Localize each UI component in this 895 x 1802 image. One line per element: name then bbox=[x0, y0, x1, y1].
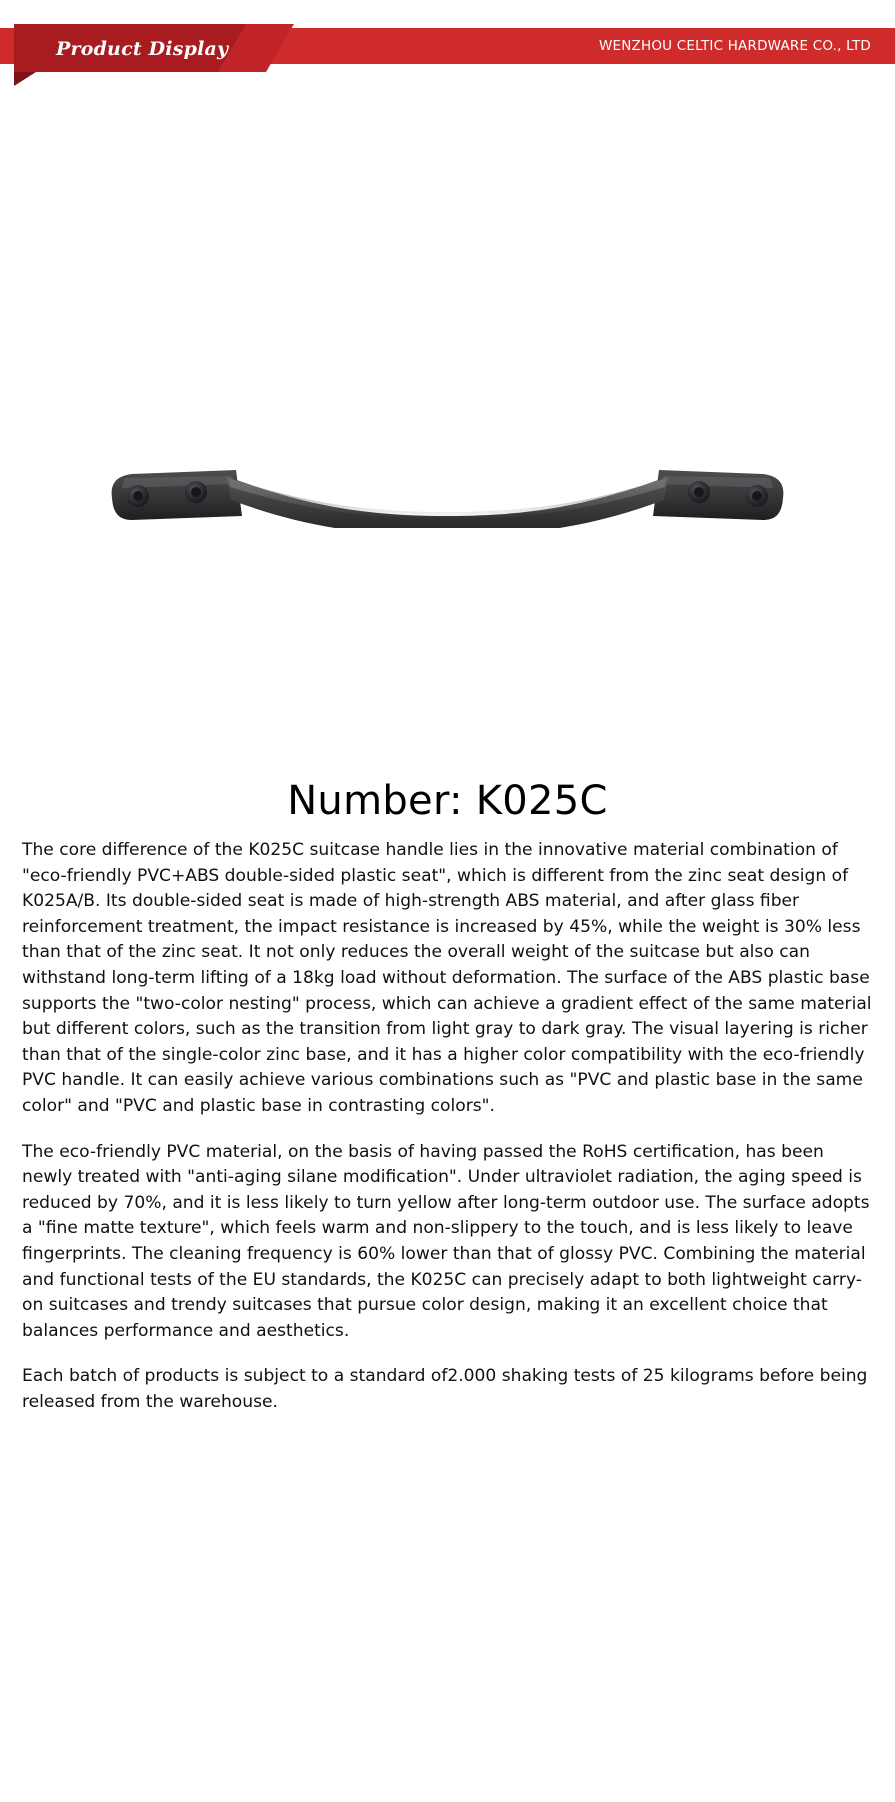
page-header bbox=[0, 0, 895, 88]
description-paragraph-2: The eco-friendly PVC material, on the basis of having passed the RoHS certification, has been newly treated with "anti-aging silane modification". Under ultraviolet radiation, the aging speed is reduced by 70%, and it is less likely to turn yellow after long-term outdoor use. The surface adopts a "fine matte texture", which feels warm and non-slippery to the touch, and is less likely to leave fingerprints. The cleaning frequency is 60% lower than that of glossy PVC. Combining the material and functional tests of the EU standards, the K025C can precisely adapt to both lightweight carry-on suitcases and trendy suitcases that pursue color design, making it an excellent choice that balances performance and aesthetics. bbox=[22, 1141, 870, 1341]
description-paragraph-1: The core difference of the K025C suitcase handle lies in the innovative material combination of "eco-friendly PVC+ABS double-sided plastic seat", which is different from the zinc seat design of K025A/B. Its double-sided seat is made of high-strength ABS material, and after glass fiber reinforcement treatment, the impact resistance is increased by 45%, while the weight is 30% less than that of the zinc seat. It not only reduces the overall weight of the suitcase but also can withstand long-term lifting of a 18kg load without deformation. The surface of the ABS plastic base supports the "two-color nesting" process, which can achieve a gradient effect of the same material but different colors, such as the transition from light gray to dark gray. The visual layering is richer than that of the single-color zinc base, and it has a higher color compatibility with the eco-friendly PVC handle. It can easily achieve various combinations such as "PVC and plastic base in the same color" and "PVC and plastic base in contrasting colors". bbox=[22, 840, 872, 1116]
header-company-name: WENZHOU CELTIC HARDWARE CO., LTD bbox=[598, 38, 871, 54]
header-banner-title: Product Display bbox=[56, 38, 229, 60]
product-description-section bbox=[0, 778, 895, 1445]
product-image-area bbox=[0, 88, 895, 778]
header-ribbon-tail-shape bbox=[14, 72, 36, 86]
suitcase-handle-image bbox=[0, 388, 895, 528]
description-paragraph-3: Each batch of products is subject to a standard of2.000 shaking tests of 25 kilograms before being released from the warehouse. bbox=[22, 1366, 868, 1412]
product-number-title: Number: K025C bbox=[287, 778, 608, 824]
